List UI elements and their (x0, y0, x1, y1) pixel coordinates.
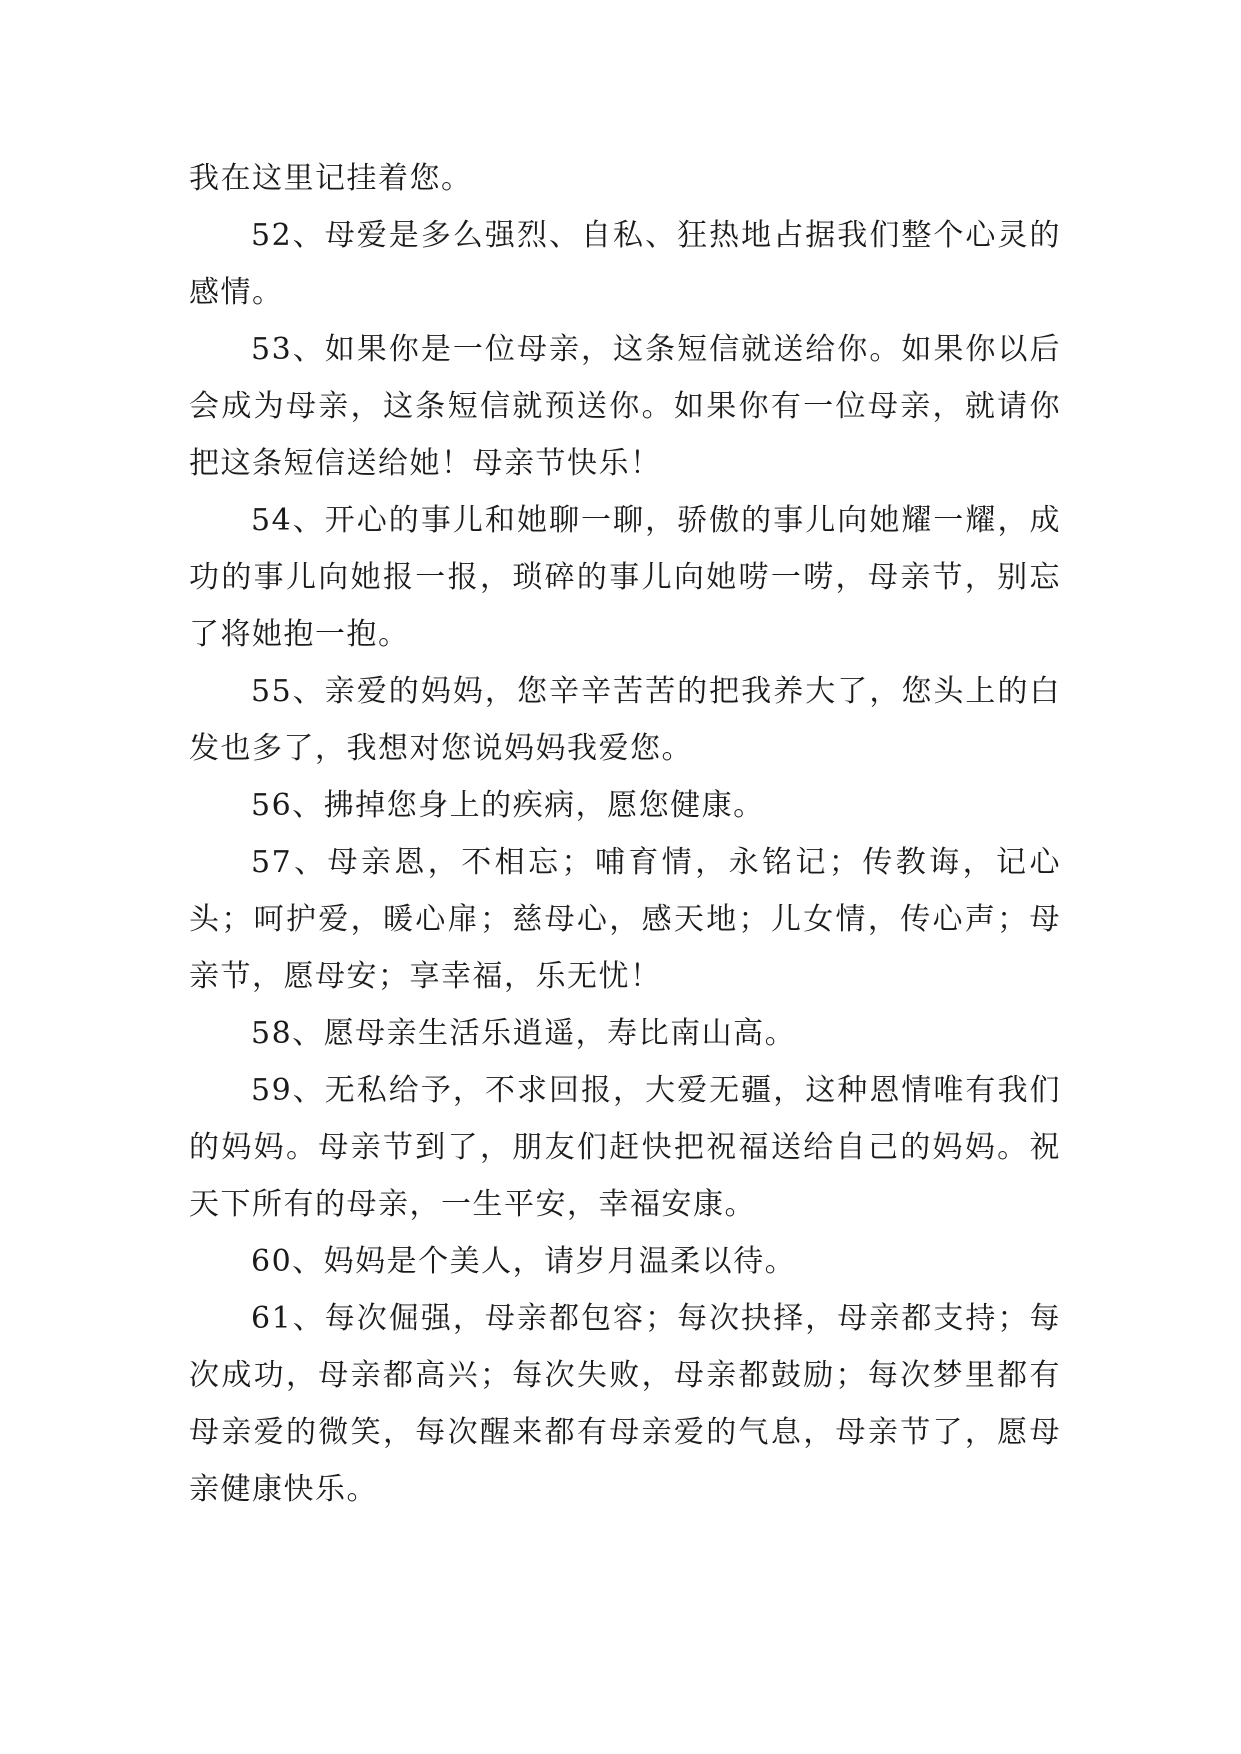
paragraph-61: 61、每次倔强，母亲都包容；每次抉择，母亲都支持；每次成功，母亲都高兴；每次失败，母亲都鼓励；每次梦里都有母亲爱的微笑，每次醒来都有母亲爱的气息，母亲节了，愿母亲健康快乐。 (189, 1301, 1061, 1507)
paragraph-52: 52、母爱是多么强烈、自私、狂热地占据我们整个心灵的感情。 (189, 218, 1061, 310)
paragraph-55: 55、亲爱的妈妈，您辛辛苦苦的把我养大了，您头上的白发也多了，我想对您说妈妈我爱您。 (189, 674, 1061, 766)
paragraph-60: 60、妈妈是个美人，请岁月温柔以待。 (251, 1244, 797, 1279)
paragraph-59: 59、无私给予，不求回报，大爱无疆，这种恩情唯有我们的妈妈。母亲节到了，朋友们赶快把祝福送给自己的妈妈。祝天下所有的母亲，一生平安，幸福安康。 (189, 1073, 1061, 1222)
paragraph-53: 53、如果你是一位母亲，这条短信就送给你。如果你以后会成为母亲，这条短信就预送你。如果你有一位母亲，就请你把这条短信送给她！母亲节快乐！ (189, 332, 1061, 481)
paragraph-58: 58、愿母亲生活乐逍遥，寿比南山高。 (251, 1016, 797, 1051)
paragraph-56: 56、拂掉您身上的疾病，愿您健康。 (251, 788, 765, 823)
document-body (189, 150, 1061, 1518)
paragraph-57: 57、母亲恩，不相忘；哺育情，永铭记；传教诲，记心头；呵护爱，暖心扉；慈母心，感天地；儿女情，传心声；母亲节，愿母安；享幸福，乐无忧！ (189, 845, 1061, 994)
paragraph-continuation: 我在这里记挂着您。 (189, 161, 473, 196)
paragraph-54: 54、开心的事儿和她聊一聊，骄傲的事儿向她耀一耀，成功的事儿向她报一报，琐碎的事儿向她唠一唠，母亲节，别忘了将她抱一抱。 (189, 503, 1061, 652)
